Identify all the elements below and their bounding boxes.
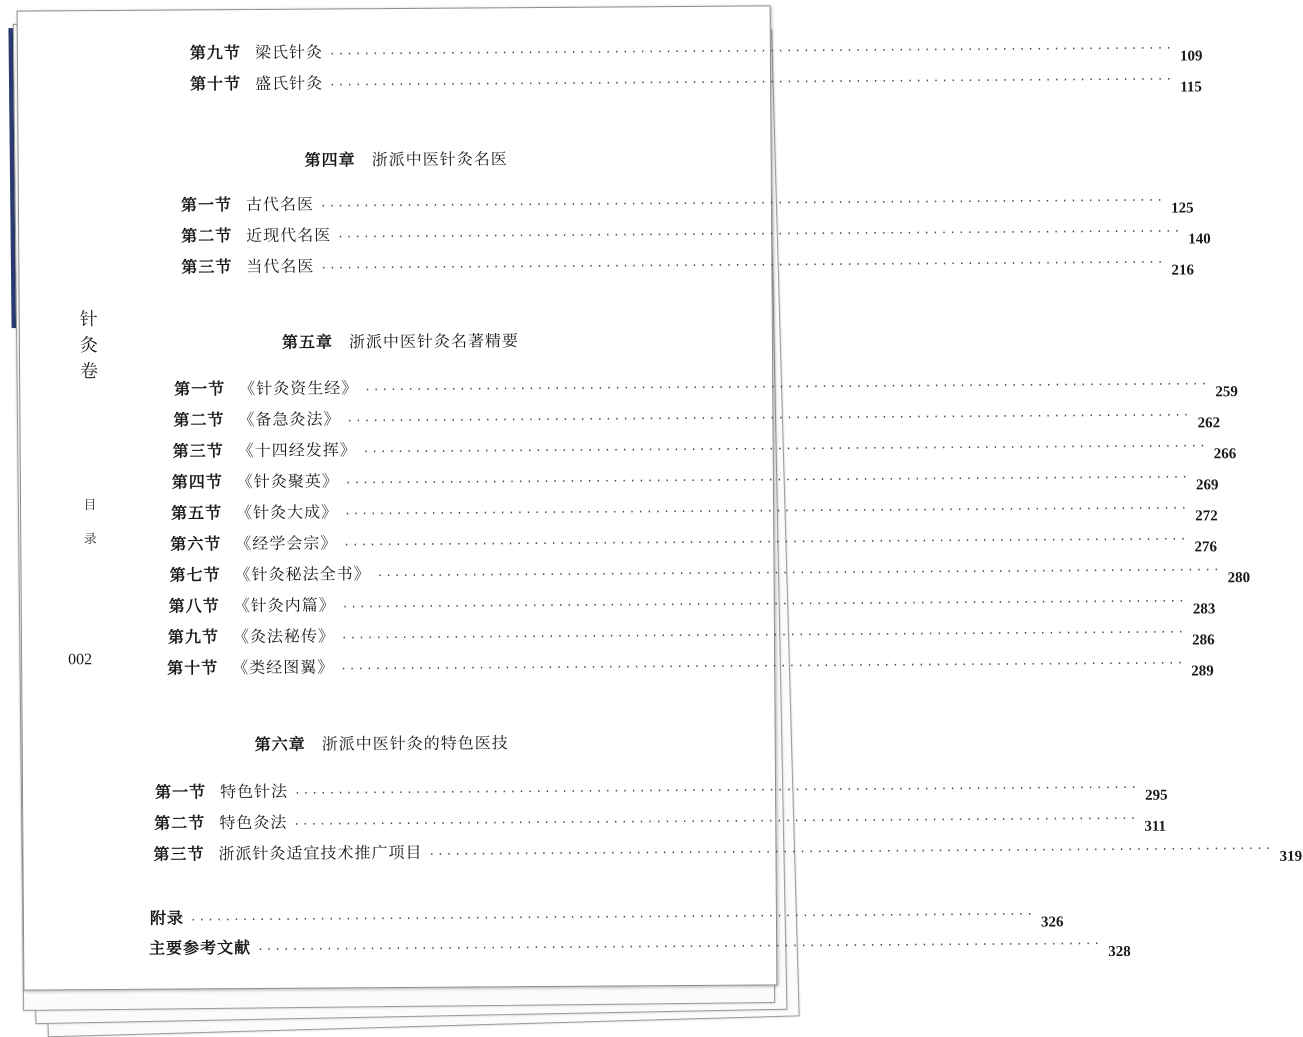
section-title: 浙派针灸适宜技术推广项目 <box>218 842 423 864</box>
section-title: 《针灸大成》 <box>236 502 339 523</box>
section-label: 第九节 <box>189 43 241 63</box>
section-title: 《针灸秘法全书》 <box>234 564 371 585</box>
section-title: 《灸法秘传》 <box>232 626 336 647</box>
section-label: 第二节 <box>181 226 233 246</box>
chapter-title: 浙派中医针灸的特色医技 <box>321 733 509 754</box>
toc-entry[interactable] <box>174 373 1238 401</box>
page-ref: 295 <box>1145 787 1168 804</box>
toc-entry[interactable] <box>154 808 1167 835</box>
toc-entry-references[interactable] <box>149 933 1131 961</box>
page-ref: 216 <box>1171 262 1195 279</box>
dot-leader: ·································································································· <box>376 563 1222 583</box>
toc-entry[interactable] <box>171 466 1219 494</box>
section-label: 第一节 <box>174 379 226 399</box>
toc-entry[interactable] <box>154 777 1168 804</box>
chapter-title: 浙派中医针灸名医 <box>371 149 508 170</box>
section-label: 第一节 <box>180 195 233 215</box>
page-ref: 259 <box>1215 384 1238 401</box>
section-title: 近现代名医 <box>246 225 332 246</box>
section-label: 第四节 <box>171 472 223 492</box>
section-label: 第三节 <box>153 844 205 864</box>
toc-entry[interactable] <box>167 621 1215 649</box>
chapter-label: 第六章 <box>254 734 306 754</box>
dot-leader: ·································································································· <box>337 224 1183 244</box>
section-label: 第三节 <box>181 257 233 277</box>
section-label: 第十节 <box>167 658 219 678</box>
dot-leader: ·································································································· <box>344 470 1190 490</box>
dot-leader: ·································································································· <box>329 72 1175 92</box>
section-label: 第一节 <box>154 782 207 802</box>
toc-entry[interactable] <box>170 528 1217 556</box>
section-label: 第八节 <box>168 596 220 616</box>
chapter-label: 第四章 <box>304 150 356 170</box>
appendix-title: 附录 <box>149 908 185 928</box>
running-title-char: 针 <box>79 309 98 331</box>
page-ref: 109 <box>1179 48 1203 65</box>
section-title: 古代名医 <box>245 194 315 215</box>
dot-leader: ·································································································· <box>364 377 1210 397</box>
dot-leader: ·································································································· <box>341 594 1187 614</box>
section-label: 第二节 <box>154 813 206 833</box>
section-title: 盛氏针灸 <box>255 73 324 93</box>
chapter-label: 第五章 <box>281 332 333 352</box>
section-label: 第二节 <box>173 410 225 430</box>
chapter-title: 浙派中医针灸名著精要 <box>348 331 520 352</box>
page-ref: 269 <box>1195 477 1219 494</box>
dot-leader: ·································································································· <box>319 193 1166 213</box>
section-title: 当代名医 <box>246 256 315 277</box>
page-ref: 311 <box>1144 818 1167 835</box>
dot-leader: ·································································································· <box>320 255 1166 275</box>
toc-entry[interactable] <box>180 189 1194 217</box>
dot-leader: ·································································································· <box>362 439 1208 459</box>
chapter-heading <box>305 146 508 170</box>
chapter-heading <box>282 328 519 353</box>
section-label: 第十节 <box>190 74 242 94</box>
page-ref: 283 <box>1192 601 1216 618</box>
dot-leader: ·································································································· <box>340 625 1187 645</box>
dot-leader: ·································································································· <box>328 41 1174 61</box>
running-title-char: 灸 <box>79 335 99 357</box>
page-ref: 262 <box>1197 415 1221 432</box>
page-ref: 286 <box>1192 632 1215 649</box>
toc-entry[interactable] <box>171 497 1218 525</box>
page-ref: 266 <box>1213 446 1237 463</box>
section-label: 第七节 <box>169 565 221 585</box>
section-label: 第五节 <box>171 503 223 523</box>
dot-leader: ·································································································· <box>343 532 1189 552</box>
page-ref: 328 <box>1108 943 1131 961</box>
section-title: 《针灸聚英》 <box>236 471 339 492</box>
section-title: 梁氏针灸 <box>254 42 323 62</box>
section-label: 第六节 <box>170 534 222 554</box>
page-ref: 280 <box>1227 570 1251 587</box>
page-ref: 140 <box>1188 231 1211 248</box>
toc-entry[interactable] <box>189 37 1203 65</box>
toc-page <box>17 5 1303 990</box>
dot-leader: ·································································································· <box>346 408 1192 428</box>
toc-entry[interactable] <box>169 559 1251 587</box>
page-ref: 272 <box>1195 508 1218 525</box>
references-title: 主要参考文献 <box>149 938 252 958</box>
running-title-char: 卷 <box>80 361 99 383</box>
dot-leader: ·································································································· <box>340 656 1186 676</box>
section-title: 《十四经发挥》 <box>237 440 357 461</box>
section-title: 《类经图翼》 <box>232 657 335 678</box>
running-section-char: 录 <box>83 532 97 548</box>
toc-entry[interactable] <box>168 590 1216 618</box>
page-ref: 326 <box>1040 914 1064 931</box>
dot-leader: ·································································································· <box>189 907 1035 927</box>
page-ref: 115 <box>1180 79 1202 96</box>
chapter-heading <box>255 730 509 755</box>
toc-entry[interactable] <box>167 652 1214 680</box>
toc-content <box>18 6 1303 989</box>
toc-entry[interactable] <box>190 68 1202 96</box>
page-ref: 289 <box>1191 663 1214 680</box>
page-ref: 319 <box>1279 848 1303 865</box>
running-section-char: 目 <box>83 498 97 514</box>
running-book-title <box>78 307 101 385</box>
toc-entry[interactable] <box>172 435 1237 463</box>
section-title: 《经学会宗》 <box>235 533 338 554</box>
toc-entry[interactable] <box>181 220 1211 248</box>
toc-entry[interactable] <box>153 839 1303 865</box>
toc-entry[interactable] <box>181 251 1195 279</box>
section-title: 《针灸资生经》 <box>239 378 359 399</box>
dot-leader: ·································································································· <box>344 501 1190 521</box>
dot-leader: ·································································································· <box>293 811 1139 831</box>
section-title: 特色灸法 <box>219 812 288 833</box>
dot-leader: ·································································································· <box>294 780 1140 800</box>
page-ref: 125 <box>1170 200 1194 217</box>
section-label: 第三节 <box>172 441 224 461</box>
section-title: 特色针法 <box>219 781 289 802</box>
running-section-title <box>79 489 101 557</box>
toc-entry[interactable] <box>173 404 1221 432</box>
dot-leader: ·································································································· <box>257 937 1103 956</box>
section-label: 第九节 <box>167 627 220 647</box>
section-title: 《针灸内篇》 <box>233 595 336 616</box>
page-number: 002 <box>68 651 93 669</box>
toc-entry-appendix[interactable] <box>149 903 1064 931</box>
section-title: 《备急灸法》 <box>238 409 341 430</box>
page-ref: 276 <box>1194 539 1217 556</box>
dot-leader: ·································································································· <box>428 841 1274 861</box>
